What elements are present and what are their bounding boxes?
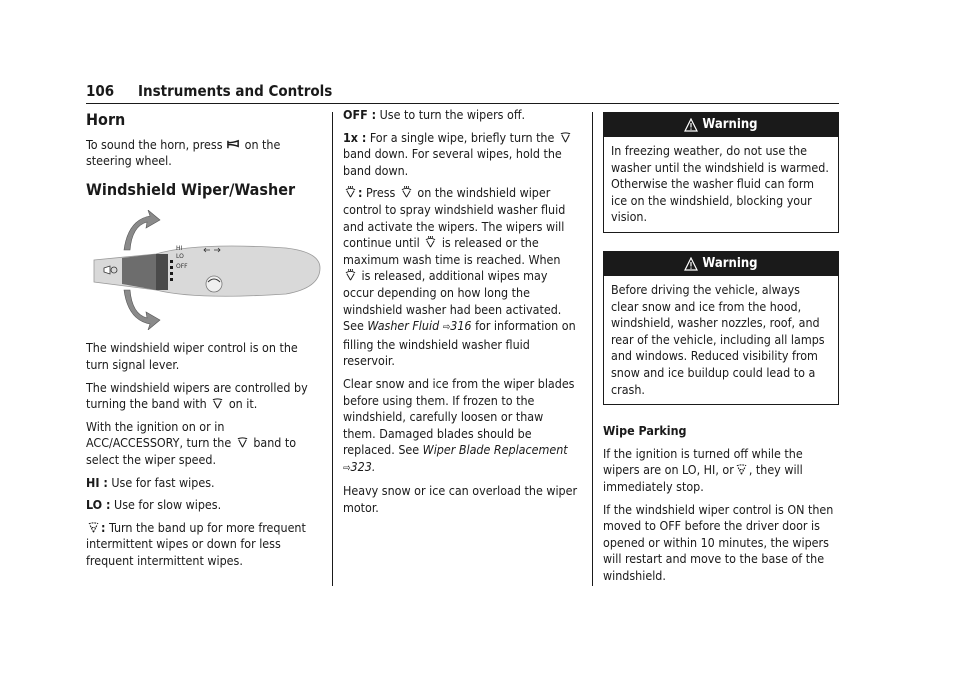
wiper-blade-page-ref[interactable]: 323. xyxy=(350,458,376,474)
wiper-p2-before: The windshield wipers are controlled by turning the band with xyxy=(86,379,308,412)
warning-title: Warning xyxy=(702,116,758,132)
snow-ice-paragraph xyxy=(343,376,579,478)
washer-icon xyxy=(424,236,437,249)
page-ref-arrow-icon: ⇨ xyxy=(442,322,451,334)
warning-header xyxy=(604,113,838,137)
onex-after: band down. For several wipes, hold the band down. xyxy=(343,146,562,178)
column-divider-1 xyxy=(332,112,333,586)
page-ref-arrow-icon: ⇨ xyxy=(343,462,351,474)
wipe-parking-heading: Wipe Parking xyxy=(603,423,687,439)
column-divider-2 xyxy=(592,112,593,586)
wiper-p3 xyxy=(86,419,322,469)
intermittent-wiper-icon xyxy=(87,521,100,534)
parking-p1 xyxy=(603,446,839,496)
section-title: Instruments and Controls xyxy=(138,82,333,100)
parking-p1-after: , they will immediately stop. xyxy=(603,462,803,494)
wiper-p2-after: on it. xyxy=(228,396,258,412)
wiper-band-icon xyxy=(559,131,572,144)
page-header xyxy=(86,80,839,104)
washer-text-4: is released, additional wipes may occur depending on how long the windshield washer had been activated. See xyxy=(343,268,562,334)
warning-title: Warning xyxy=(702,255,758,271)
intermittent-colon: : xyxy=(101,519,106,535)
washer-text-1: Press xyxy=(366,185,396,201)
lever-label-hi: HI xyxy=(176,245,183,253)
warning-box-2 xyxy=(603,251,839,405)
warning-body: Before driving the vehicle, always clear snow and ice from the hood, windshield, washer nozzles, roof, and rear of the vehicle, including all lamps and windows. Reduced visibility from snow and ice buildup could lead to a crash. xyxy=(611,281,825,397)
wiper-lo-item xyxy=(86,497,322,514)
washer-colon: : xyxy=(358,185,363,201)
wiper-p3-before: With the ignition on or in ACC/ACCESSORY, turn the xyxy=(86,418,232,451)
wiper-lever-illustration xyxy=(86,210,322,330)
washer-fluid-link[interactable]: Washer Fluid xyxy=(367,318,440,334)
horn-text-after: on the steering wheel. xyxy=(86,136,281,169)
horn-text-before: To sound the horn, press xyxy=(86,136,223,152)
parking-p2: If the windshield wiper control is ON then moved to OFF before the driver door is opened or within 10 minutes, the wipers will restart and move to the base of the windshield. xyxy=(603,501,834,583)
parking-p1-before: If the ignition is turned off while the wipers are on LO, HI, or xyxy=(603,445,803,478)
horn-icon xyxy=(227,138,240,151)
warning-triangle-icon xyxy=(684,257,698,271)
wiper-heading: Windshield Wiper/Washer xyxy=(86,179,296,199)
horn-heading: Horn xyxy=(86,110,126,129)
snow-text: Clear snow and ice from the wiper blades before using them. If frozen to the windshield, carefully loosen or thaw them. Damaged blades should be replaced. See xyxy=(343,375,575,458)
header-divider xyxy=(86,103,839,104)
intermittent-text: Turn the band up for more frequent intermittent wipes or down for less frequent intermittent wipes. xyxy=(86,519,306,568)
horn-paragraph xyxy=(86,137,322,170)
wiper-1x-item xyxy=(343,130,579,180)
onex-term: 1x : xyxy=(343,129,367,145)
washer-icon xyxy=(344,269,357,282)
washer-item xyxy=(343,185,579,370)
hi-term: HI : xyxy=(86,474,108,490)
off-term: OFF : xyxy=(343,107,377,122)
warning-body: In freezing weather, do not use the washer until the windshield is warmed. Otherwise the washer fluid can form ice on the windshield, blocking your vision. xyxy=(611,143,829,225)
lo-text: Use for slow wipes. xyxy=(114,497,222,513)
page-number: 106 xyxy=(86,82,115,100)
hi-text: Use for fast wipes. xyxy=(111,474,215,490)
wiper-p2 xyxy=(86,380,322,413)
wiper-p3-after: band to select the wiper speed. xyxy=(86,435,297,467)
wiper-p1: The windshield wiper control is on the turn signal lever. xyxy=(86,340,298,372)
lever-label-off: OFF xyxy=(176,263,188,271)
wiper-intermittent-item xyxy=(86,520,322,570)
off-text: Use to turn the wipers off. xyxy=(379,107,526,122)
warning-header xyxy=(604,252,838,276)
warning-triangle-icon xyxy=(684,118,698,132)
wiper-hi-item xyxy=(86,475,322,492)
lever-label-lo: LO xyxy=(176,253,184,261)
washer-text-5: for information on filling the windshield washer fluid reservoir. xyxy=(343,318,576,369)
wiper-band-icon xyxy=(236,436,249,449)
washer-text-2: on the windshield wiper control to spray windshield washer fluid and activate the wipers. The wipers will continue until xyxy=(343,185,566,251)
column-2 xyxy=(343,107,579,523)
wiper-band-icon xyxy=(211,397,224,410)
warning-box-1 xyxy=(603,112,839,233)
wiper-blade-link[interactable]: Wiper Blade Replacement xyxy=(422,442,568,458)
column-1 xyxy=(86,107,322,576)
washer-text-3: is released or the maximum wash time is reached. When xyxy=(343,235,561,267)
washer-icon xyxy=(400,186,413,199)
intermittent-wiper-icon xyxy=(735,463,748,476)
washer-icon xyxy=(344,186,357,199)
overload-paragraph: Heavy snow or ice can overload the wiper motor. xyxy=(343,483,578,516)
lo-term: LO : xyxy=(86,497,111,513)
washer-fluid-page-ref[interactable]: 316 xyxy=(450,318,472,334)
column-3 xyxy=(603,107,839,590)
onex-before: For a single wipe, briefly turn the xyxy=(369,129,555,145)
wiper-off-item xyxy=(343,107,579,124)
